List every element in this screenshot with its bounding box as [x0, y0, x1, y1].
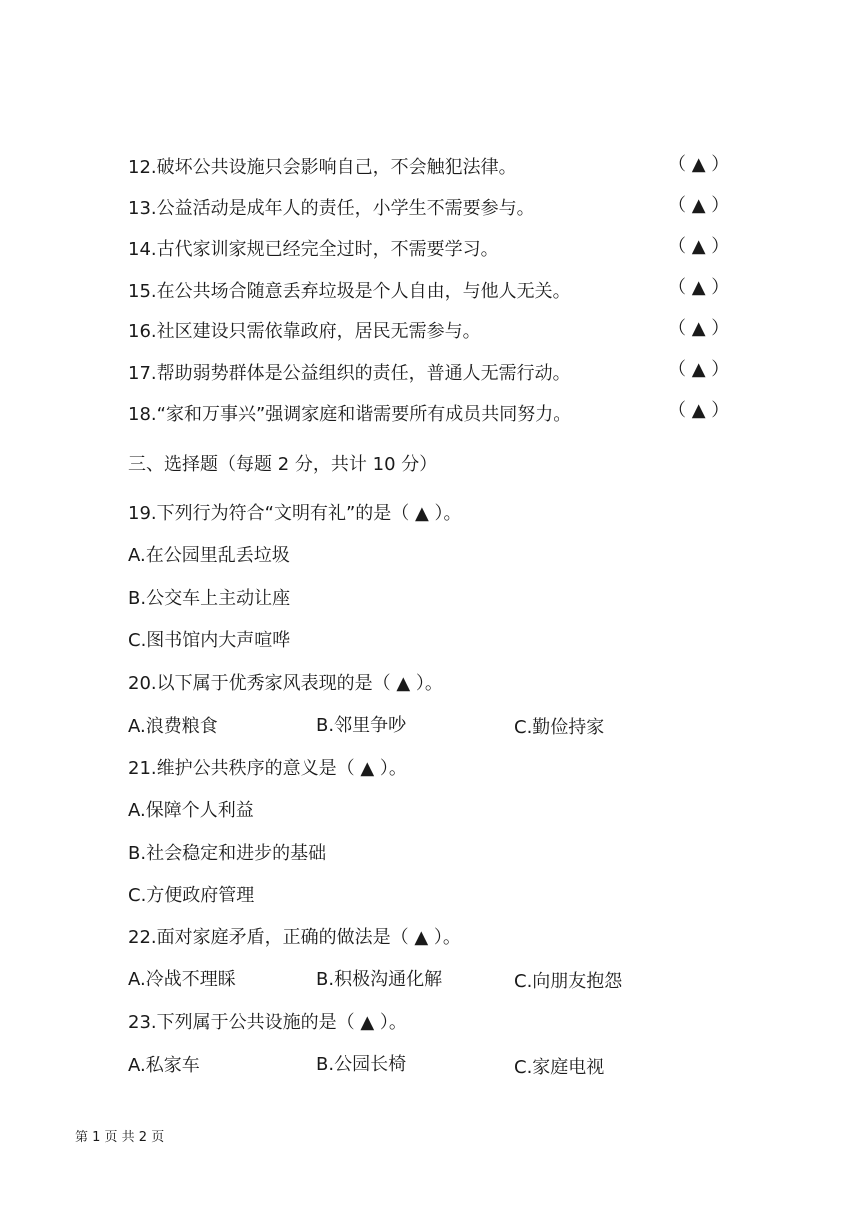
question-14: 14.古代家训家规已经完全过时，不需要学习。 — [128, 239, 499, 260]
option-22-a: A.冷战不理睬 — [128, 969, 236, 990]
option-19-c: C.图书馆内大声喧哗 — [128, 630, 291, 651]
question-12: 12.破坏公共设施只会影响自己，不会触犯法律。 — [128, 157, 517, 178]
question-17: 17.帮助弱势群体是公益组织的责任，普通人无需行动。 — [128, 363, 571, 384]
answer-mark-18: （ ▲ ） — [668, 400, 730, 421]
option-22-c: C.向朋友抱怨 — [514, 971, 623, 992]
option-19-b: B.公交车上主动让座 — [128, 588, 291, 609]
answer-mark-16: （ ▲ ） — [668, 318, 730, 339]
option-22-b: B.积极沟通化解 — [316, 969, 443, 990]
option-20-c: C.勤俭持家 — [514, 717, 605, 738]
option-21-c: C.方便政府管理 — [128, 885, 255, 906]
option-21-a: A.保障个人利益 — [128, 800, 254, 821]
option-19-a: A.在公园里乱丢垃圾 — [128, 545, 290, 566]
option-20-a: A.浪费粮食 — [128, 716, 218, 737]
answer-mark-17: （ ▲ ） — [668, 359, 730, 380]
option-23-a: A.私家车 — [128, 1055, 200, 1076]
question-19: 19.下列行为符合“文明有礼”的是（ ▲ ）。 — [128, 503, 462, 524]
answer-mark-14: （ ▲ ） — [668, 236, 730, 257]
answer-mark-12: （ ▲ ） — [668, 154, 730, 175]
question-23: 23.下列属于公共设施的是（ ▲ ）。 — [128, 1012, 407, 1033]
question-22: 22.面对家庭矛盾，正确的做法是（ ▲ ）。 — [128, 927, 461, 948]
question-20: 20.以下属于优秀家风表现的是（ ▲ ）。 — [128, 673, 443, 694]
question-18: 18.“家和万事兴”强调家庭和谐需要所有成员共同努力。 — [128, 404, 572, 425]
page-number: 第 1 页 共 2 页 — [75, 1130, 165, 1145]
option-20-b: B.邻里争吵 — [316, 715, 407, 736]
question-13: 13.公益活动是成年人的责任，小学生不需要参与。 — [128, 198, 535, 219]
option-23-c: C.家庭电视 — [514, 1057, 605, 1078]
option-21-b: B.社会稳定和进步的基础 — [128, 843, 327, 864]
question-15: 15.在公共场合随意丢弃垃圾是个人自由，与他人无关。 — [128, 281, 571, 302]
section-heading-choice: 三、选择题（每题 2 分，共计 10 分） — [128, 454, 438, 475]
option-23-b: B.公园长椅 — [316, 1054, 407, 1075]
answer-mark-13: （ ▲ ） — [668, 195, 730, 216]
question-21: 21.维护公共秩序的意义是（ ▲ ）。 — [128, 758, 407, 779]
question-16: 16.社区建设只需依靠政府，居民无需参与。 — [128, 321, 481, 342]
answer-mark-15: （ ▲ ） — [668, 277, 730, 298]
